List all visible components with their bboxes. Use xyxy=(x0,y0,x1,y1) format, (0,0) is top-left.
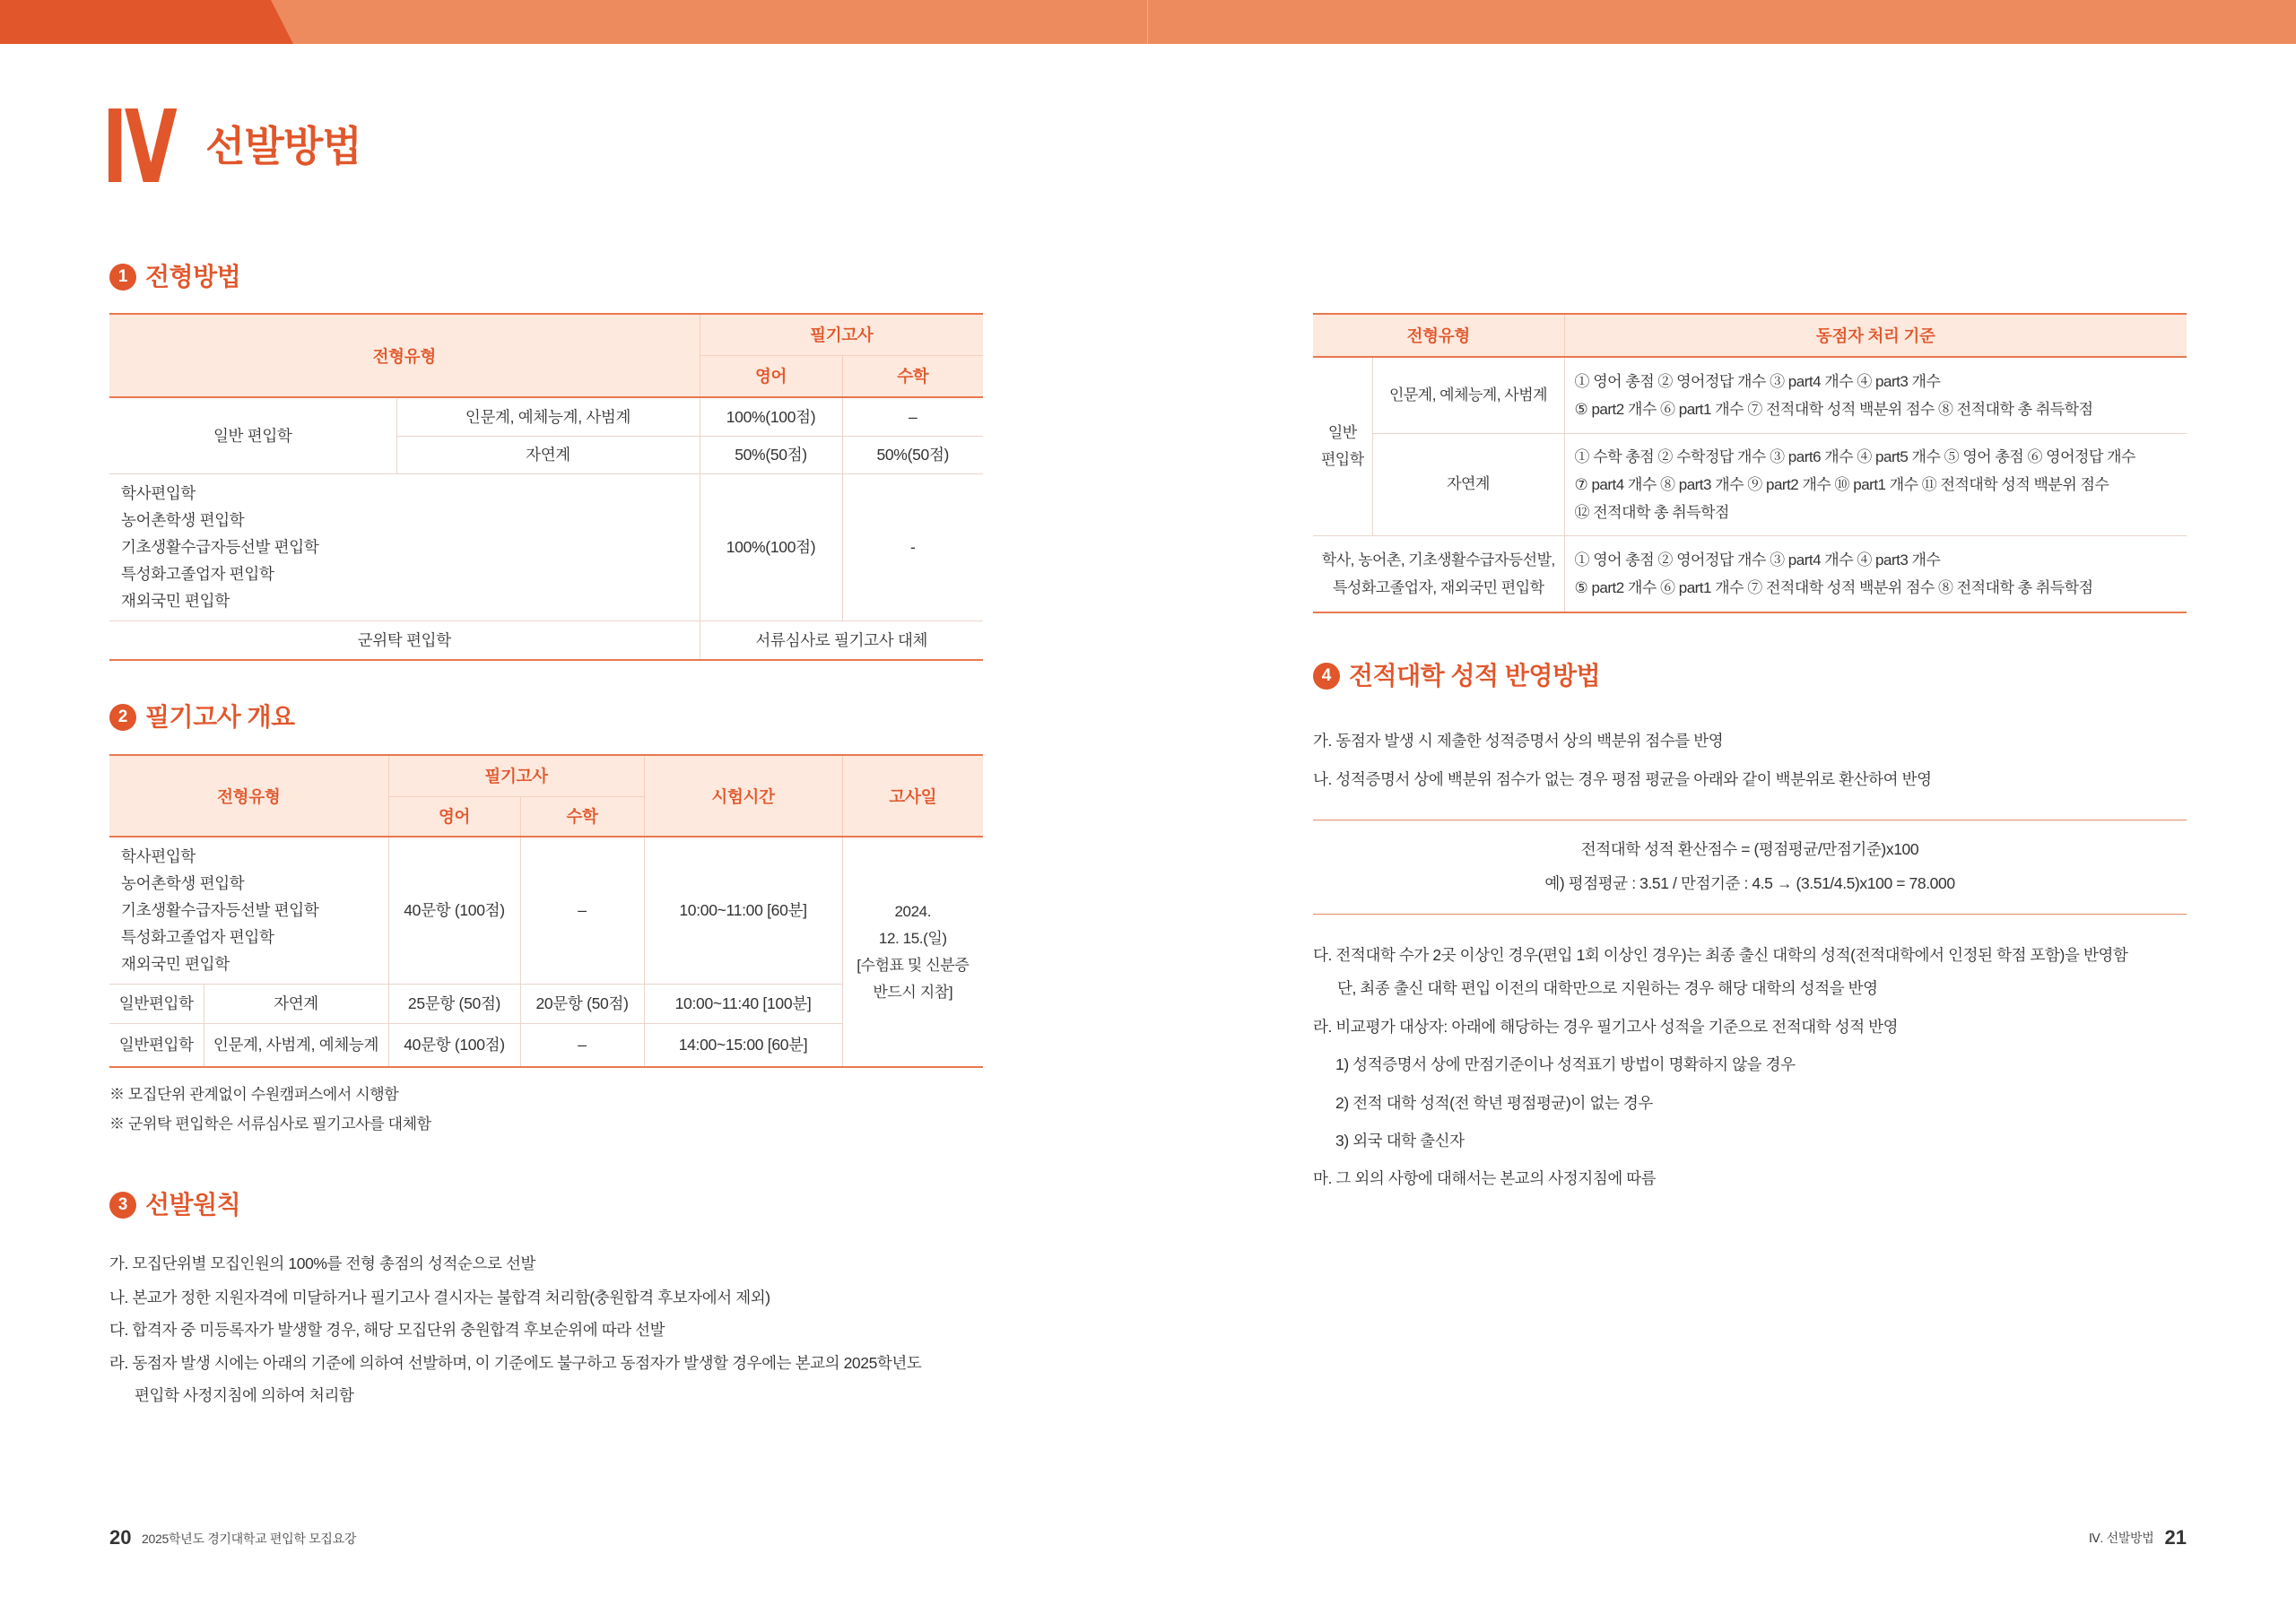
header-admission-type: 전형유형 xyxy=(1313,314,1564,357)
type-line: 기초생활수급자등선발 편입학 xyxy=(121,901,319,920)
header-written-exam: 필기고사 xyxy=(388,755,644,796)
principle-item: 가. 모집단위별 모집인원의 100%를 전형 총점의 성적순으로 선발 xyxy=(109,1254,535,1272)
chapter-numeral: Ⅳ xyxy=(102,90,178,206)
type-line: 특성화고졸업자 편입학 xyxy=(121,565,274,583)
principle-item: 라. 동점자 발생 시에는 아래의 기준에 의하여 선발하며, 이 기준에도 불구하고 동점자가 발생할 경우에는 본교의 2025학년도 xyxy=(109,1354,922,1372)
type-line: 농어촌학생 편입학 xyxy=(121,511,245,529)
note-line: ※ 군위탁 편입학은 서류심사로 필기고사를 대체함 xyxy=(109,1115,431,1133)
criteria-cell xyxy=(1564,535,2187,612)
right-page-number: 21 xyxy=(2164,1526,2187,1549)
military-exam-cell: 서류심사로 필기고사 대체 xyxy=(700,621,983,660)
right-footer xyxy=(2089,1524,2187,1551)
grade-method-item: 마. 그 외의 사항에 대해서는 본교의 사정지침에 따름 xyxy=(1313,1169,1657,1187)
date-line: 2024. xyxy=(894,902,932,920)
section2-heading xyxy=(109,703,295,732)
special-transfer-types xyxy=(109,473,700,621)
group-line: 일반 xyxy=(1327,423,1357,441)
header-math: 수학 xyxy=(842,355,983,397)
grade-method-subitem: 1) 성적증명서 상에 만점기준이나 성적표기 방법이 명확하지 않을 경우 xyxy=(1335,1055,1796,1073)
special-transfer-types xyxy=(109,837,388,984)
section-title: 전적대학 성적 반영방법 xyxy=(1349,662,1601,690)
type-line: 학사편입학 xyxy=(121,847,196,866)
type-line: 농어촌학생 편입학 xyxy=(121,874,245,893)
section-title: 전형방법 xyxy=(145,263,241,291)
written-exam-overview-table xyxy=(109,754,983,1068)
type-line: 재외국민 편입학 xyxy=(121,592,230,610)
header-english: 영어 xyxy=(388,796,520,837)
section1-heading xyxy=(109,263,240,291)
principle-item: 나. 본교가 정한 지원자격에 미달하거나 필기고사 결시자는 불합격 처리함(충원합격 후보자에서 제외) xyxy=(109,1289,770,1306)
grade-method-item: 다. 전적대학 수가 2곳 이상인 경우(편입 1회 이상인 경우)는 최종 출신 대학의 성적(전적대학에서 인정된 학점 포함)을 반영함 xyxy=(1313,946,2128,964)
criteria-line: ⑫ 전적대학 총 취득학점 xyxy=(1574,503,1729,521)
table-row xyxy=(109,621,983,660)
english-weight-cell: 50%(50점) xyxy=(700,436,842,473)
principle-item-continuation: 편입학 사정지침에 의하여 처리함 xyxy=(135,1386,354,1404)
date-line: 반드시 지참] xyxy=(873,983,953,1001)
grade-method-subitem: 2) 전적 대학 성적(전 학년 평점평균)이 없는 경우 xyxy=(1335,1094,1653,1112)
table-row xyxy=(109,397,983,436)
criteria-line: ⑦ part4 개수 ⑧ part3 개수 ⑨ part2 개수 ⑩ part1 개수 ⑪ 전적대학 성적 백분위 점수 xyxy=(1574,475,2109,493)
exam-time-cell: 10:00~11:00 [60분] xyxy=(644,837,842,984)
header-exam-date: 고사일 xyxy=(842,755,983,837)
section-title: 선발원칙 xyxy=(145,1191,241,1219)
grade-method-item: 가. 동점자 발생 시 제출한 성적증명서 상의 백분위 점수를 반영 xyxy=(1313,732,1724,750)
general-transfer-label: 일반 편입학 xyxy=(109,397,396,473)
principle-item: 다. 합격자 중 미등록자가 발생할 경우, 해당 모집단위 충원합격 후보순위에 따라 선발 xyxy=(109,1321,665,1339)
header-math: 수학 xyxy=(520,796,644,837)
header-exam-time: 시험시간 xyxy=(644,755,842,837)
grade-method-item-continuation: 단, 최종 출신 대학 편입 이전의 대학만으로 지원하는 경우 해당 대학의 성적을 반영 xyxy=(1337,979,1878,997)
left-page-number: 20 xyxy=(109,1526,132,1549)
exam-date-cell xyxy=(842,837,983,1067)
math-weight-cell: – xyxy=(842,397,983,436)
general-transfer-label: 일반편입학 xyxy=(109,1023,204,1067)
type-line: 기초생활수급자등선발 편입학 xyxy=(121,538,319,556)
formula-bottom-rule xyxy=(1313,914,2187,915)
criteria-line: ⑤ part2 개수 ⑥ part1 개수 ⑦ 전적대학 성적 백분위 점수 ⑧ 전적대학 총 취득학점 xyxy=(1574,578,2093,596)
section-title: 필기고사 개요 xyxy=(145,703,295,731)
type-line: 학사, 농어촌, 기초생활수급자등선발, xyxy=(1321,551,1555,568)
english-questions-cell: 25문항 (50점) xyxy=(388,984,520,1023)
conversion-formula: 전적대학 성적 환산점수 = (평점평균/만점기준)x100 xyxy=(1580,840,1919,858)
math-questions-cell: – xyxy=(520,1023,644,1067)
tiebreak-criteria-table xyxy=(1313,313,2187,613)
criteria-cell xyxy=(1564,433,2187,535)
note-line: ※ 모집단위 관계없이 수원캠퍼스에서 시행함 xyxy=(109,1086,399,1103)
date-line: 12. 15.(일) xyxy=(878,929,947,947)
grade-method-subitem: 3) 외국 대학 출신자 xyxy=(1335,1132,1465,1150)
type-line: 재외국민 편입학 xyxy=(121,955,230,974)
track-cell: 자연계 xyxy=(204,984,388,1023)
criteria-line: ① 수학 총점 ② 수학정답 개수 ③ part6 개수 ④ part5 개수 ⑤ 영어 총점 ⑥ 영어정답 개수 xyxy=(1574,447,2135,465)
math-weight-cell: 50%(50점) xyxy=(842,436,983,473)
header-written-exam: 필기고사 xyxy=(700,314,983,355)
criteria-line: ⑤ part2 개수 ⑥ part1 개수 ⑦ 전적대학 성적 백분위 점수 ⑧ 전적대학 총 취득학점 xyxy=(1574,400,2093,418)
track-cell: 인문계, 예체능계, 사범계 xyxy=(396,397,700,436)
exam-time-cell: 10:00~11:40 [100분] xyxy=(644,984,842,1023)
english-weight-cell: 100%(100점) xyxy=(700,397,842,436)
track-cell: 자연계 xyxy=(1372,433,1564,535)
selection-method-table xyxy=(109,313,983,661)
section-number-badge: 3 xyxy=(109,1192,136,1219)
chapter-title: 선발방법 xyxy=(205,123,361,169)
date-line: [수험표 및 신분증 xyxy=(857,956,970,974)
english-weight-cell: 100%(100점) xyxy=(700,473,842,621)
table-row xyxy=(1313,433,2187,535)
special-transfer-types xyxy=(1313,535,1564,612)
table-row xyxy=(109,473,983,621)
top-band-accent xyxy=(0,0,296,44)
header-admission-type: 전형유형 xyxy=(109,314,700,397)
criteria-line: ① 영어 총점 ② 영어정답 개수 ③ part4 개수 ④ part3 개수 xyxy=(1574,372,1941,390)
top-band xyxy=(0,0,2296,44)
group-line: 편입학 xyxy=(1320,450,1364,468)
math-questions-cell: 20문항 (50점) xyxy=(520,984,644,1023)
exam-time-cell: 14:00~15:00 [60분] xyxy=(644,1023,842,1067)
english-questions-cell: 40문항 (100점) xyxy=(388,1023,520,1067)
criteria-line: ① 영어 총점 ② 영어정답 개수 ③ part4 개수 ④ part3 개수 xyxy=(1574,551,1941,568)
page-fold-line xyxy=(1147,0,1148,44)
table-row xyxy=(1313,535,2187,612)
math-weight-cell: - xyxy=(842,473,983,621)
right-footer-section: Ⅳ. 선발방법 xyxy=(2088,1531,2154,1545)
left-footer-title: 2025학년도 경기대학교 편입학 모집요강 xyxy=(142,1532,357,1546)
header-admission-type: 전형유형 xyxy=(109,755,388,837)
section-number-badge: 1 xyxy=(109,264,136,291)
grade-method-item: 라. 비교평가 대상자: 아래에 해당하는 경우 필기고사 성적을 기준으로 전적대학 성적 반영 xyxy=(1313,1018,1899,1036)
type-line: 특성화고졸업자, 재외국민 편입학 xyxy=(1332,578,1544,596)
section3-heading xyxy=(109,1191,240,1219)
military-transfer-label: 군위탁 편입학 xyxy=(109,621,700,660)
track-cell: 인문계, 예체능계, 사범계 xyxy=(1372,357,1564,433)
conversion-example: 예) 평점평균 : 3.51 / 만점기준 : 4.5 → (3.51/4.5)x100 = 78.000 xyxy=(1544,874,1955,892)
english-questions-cell: 40문항 (100점) xyxy=(388,837,520,984)
type-line: 학사편입학 xyxy=(121,484,196,502)
criteria-cell xyxy=(1564,357,2187,433)
section-number-badge: 2 xyxy=(109,704,136,731)
track-cell: 자연계 xyxy=(396,436,700,473)
type-line: 특성화고졸업자 편입학 xyxy=(121,928,274,947)
header-english: 영어 xyxy=(700,355,842,397)
general-transfer-label xyxy=(1313,357,1372,535)
grade-method-item: 나. 성적증명서 상에 백분위 점수가 없는 경우 평점 평균을 아래와 같이 백분위로 환산하여 반영 xyxy=(1313,770,1932,788)
table-row xyxy=(109,837,983,984)
section-number-badge: 4 xyxy=(1313,663,1340,690)
table-row xyxy=(1313,357,2187,433)
header-tiebreak-criteria: 동점자 처리 기준 xyxy=(1564,314,2187,357)
section4-heading xyxy=(1313,662,1600,690)
track-cell: 인문계, 사범계, 예체능계 xyxy=(204,1023,388,1067)
general-transfer-label: 일반편입학 xyxy=(109,984,204,1023)
math-questions-cell: – xyxy=(520,837,644,984)
